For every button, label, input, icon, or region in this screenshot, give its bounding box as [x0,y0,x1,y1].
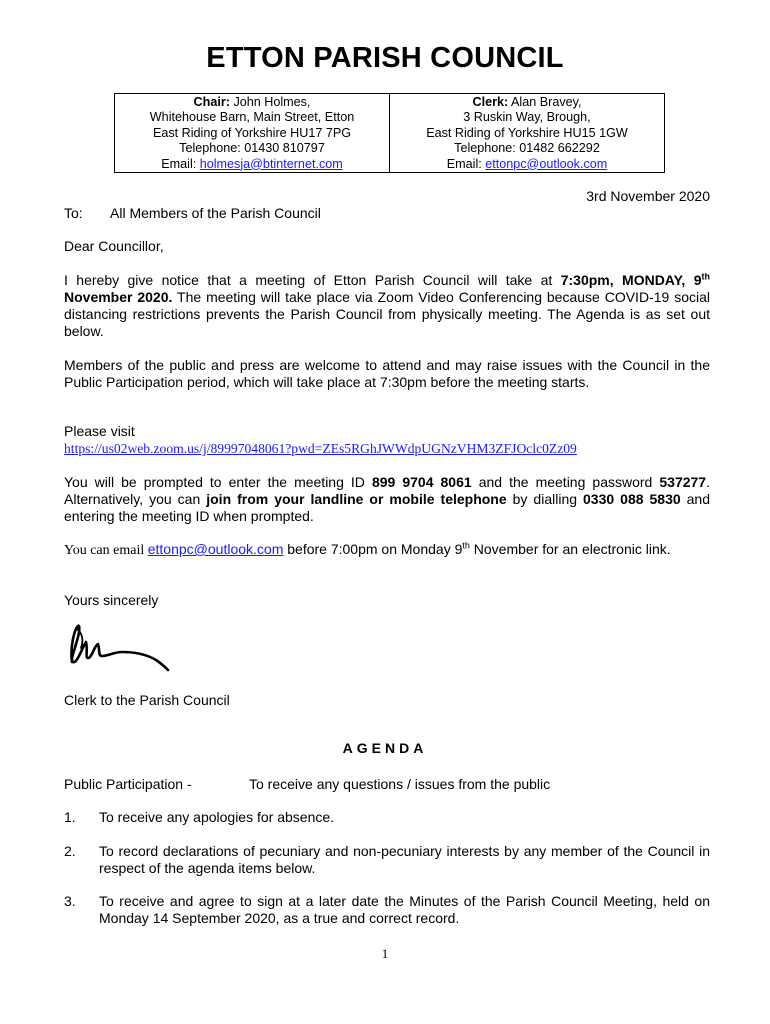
prompt-text: You will be prompted to enter the meeting ID [64,474,372,490]
meeting-id: 899 9704 8061 [371,474,472,490]
meeting-password: 537277 [659,474,707,490]
to-value: All Members of the Parish Council [110,205,321,221]
public-paragraph: Members of the public and press are welcome to attend and may raise issues with the Council in the Public Participation period, which will take place at 7:30pm before the meeting starts. [64,357,710,390]
council-title: ETTON PARISH COUNCIL [206,42,564,74]
agenda-item-text: To receive and agree to sign at a later date the Minutes of the Parish Council Meeting, held on Monday 14 September 2020, as a true and correct record. [99,893,710,926]
phone-join-text: join from your landline or mobile telephone [206,491,507,507]
notice-text-continued: The meeting will take place via Zoom Video Conferencing because COVID-19 social distancing restrictions prevents the Parish Council from physically meeting. The Agenda is as set out below. [64,289,710,339]
clerk-telephone: Telephone: 01482 662292 [454,141,600,156]
agenda-item [64,809,710,826]
notice-paragraph [64,272,710,340]
clerk-email-inline-link[interactable]: ettonpc@outlook.com [147,541,284,557]
public-participation-row [64,776,550,792]
agenda-item [64,893,710,927]
recipient-line [64,205,321,221]
public-participation-label: Public Participation - [64,776,192,792]
chair-name: John Holmes, [233,95,311,109]
chair-address-line2: East Riding of Yorkshire HU17 7PG [152,125,352,140]
meeting-day-suffix: th [701,271,711,282]
signatory: Clerk to the Parish Council [64,692,230,708]
salutation: Dear Councillor, [64,238,164,254]
page-number: 1 [381,946,389,961]
prompt-paragraph [64,474,710,525]
agenda-item-number: 1. [64,809,76,825]
day-suffix: th [462,540,470,551]
signature-image [64,618,184,680]
chair-telephone: Telephone: 01430 810797 [179,141,325,156]
email-text: before 7:00pm on Monday 9 [283,541,463,557]
clerk-address-line2: East Riding of Yorkshire HU15 1GW [426,125,628,140]
letter-date: 3rd November 2020 [586,188,710,204]
meeting-time: 7:30pm, MONDAY, 9 [560,272,702,288]
notice-text: I hereby give notice that a meeting of Etton Parish Council will take at [64,272,561,288]
prompt-text: and entering the meeting ID when prompted. [64,491,711,524]
clerk-email-label: Email: [446,156,482,171]
agenda-item-text: To record declarations of pecuniary and non-pecuniary interests by any member of the Council in respect of the agenda items below. [99,843,710,876]
closing: Yours sincerely [64,592,159,608]
prompt-text: . Alternatively, you can [64,474,710,507]
clerk-label: Clerk: [472,95,509,109]
agenda-item-number: 2. [64,843,76,859]
prompt-text: and the meeting password [471,474,660,490]
prompt-text: by dialling [506,491,584,507]
agenda-item-number: 3. [64,893,76,909]
chair-address-line1: Whitehouse Barn, Main Street, Etton [149,110,355,125]
clerk-name: Alan Bravey, [511,95,582,109]
clerk-email-link[interactable]: ettonpc@outlook.com [485,156,608,171]
zoom-link-line [64,440,710,457]
clerk-address-line1: 3 Ruskin Way, Brough, [463,110,591,125]
agenda-item [64,843,710,877]
chair-email-link[interactable]: holmesja@btinternet.com [199,156,343,171]
email-paragraph [64,541,710,559]
chair-label: Chair: [193,95,230,109]
email-text: November for an electronic link. [469,541,671,557]
zoom-link[interactable]: https://us02web.zoom.us/j/89997048061?pwd=ZEs5RGhJWWdpUGNzVHM3ZFJOclc0Zz09 [64,441,577,456]
visit-label: Please visit [64,423,135,439]
public-participation-text: To receive any questions / issues from the public [249,776,551,792]
agenda-item-text: To receive any apologies for absence. [99,809,335,825]
chair-contact [115,94,389,172]
chair-email-label: Email: [161,156,197,171]
agenda-title: AGENDA [342,740,428,756]
dial-in-number: 0330 088 5830 [583,491,681,507]
clerk-contact [389,94,664,172]
meeting-date: November 2020. [64,289,173,305]
email-text: You can email [64,543,148,558]
to-label: To: [64,205,83,221]
contact-box [114,93,665,173]
